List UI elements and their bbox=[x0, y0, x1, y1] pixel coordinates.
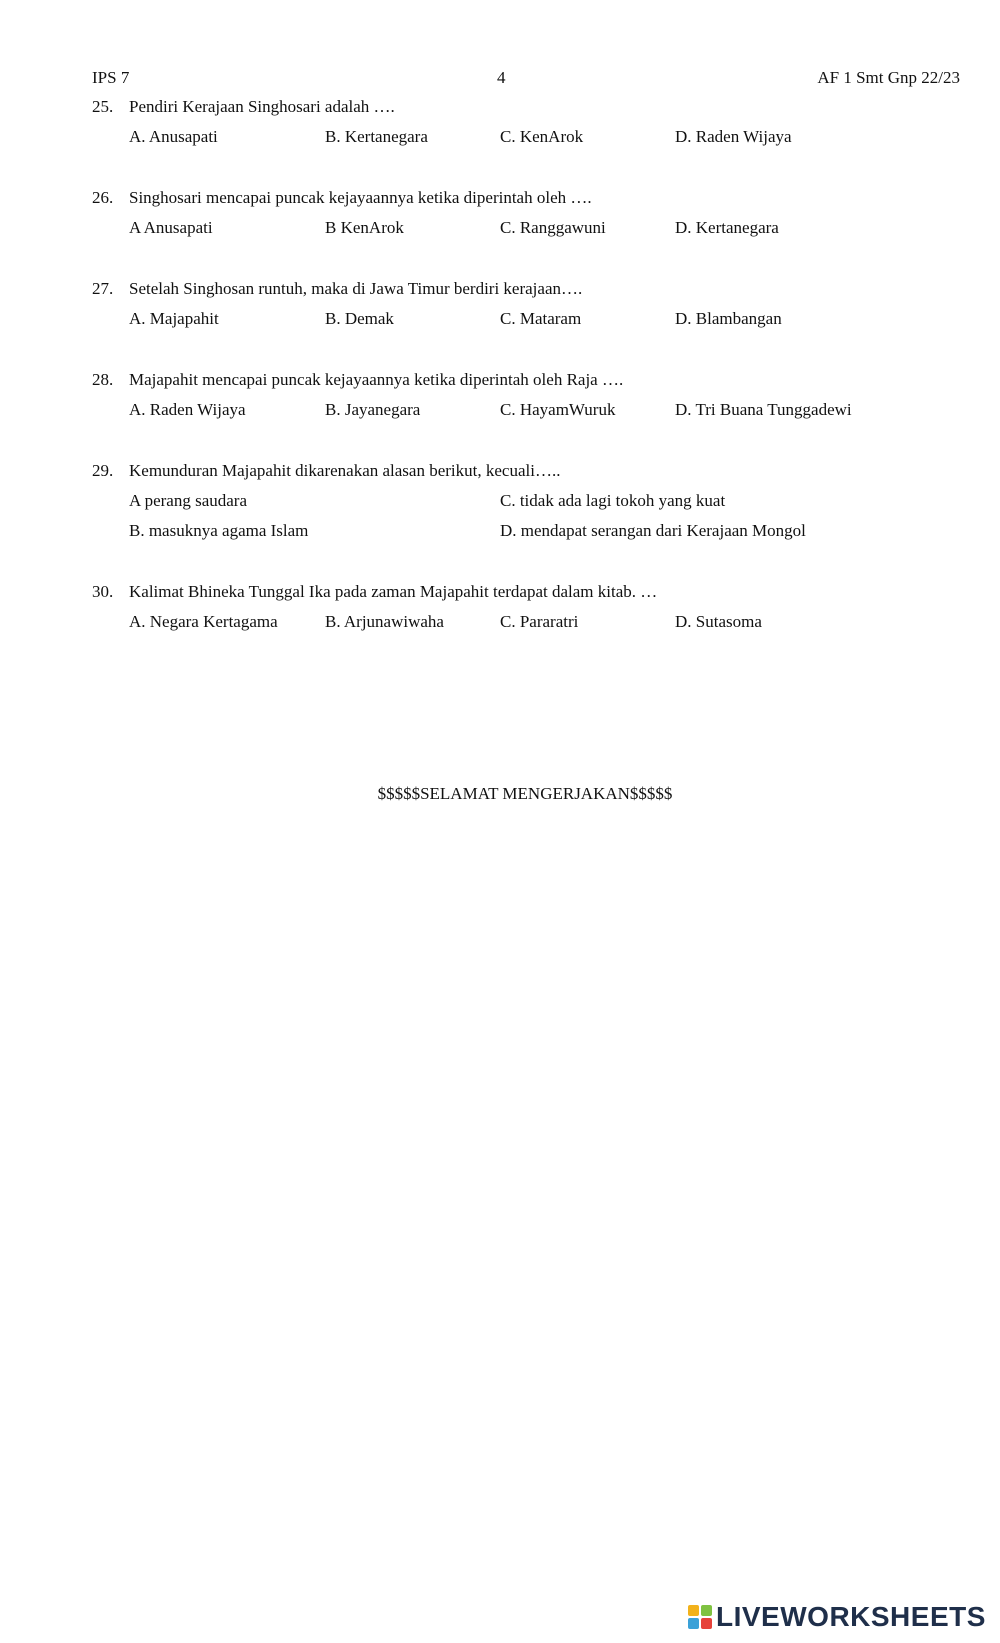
question-number: 25. bbox=[92, 97, 114, 116]
option-b[interactable]: B. Demak bbox=[325, 309, 394, 328]
page-header bbox=[92, 68, 960, 90]
option-a[interactable]: A Anusapati bbox=[129, 218, 213, 237]
closing-message: $$$$$SELAMAT MENGERJAKAN$$$$$ bbox=[377, 784, 673, 803]
liveworksheets-logo-icon bbox=[688, 1605, 712, 1629]
question-number: 30. bbox=[92, 582, 114, 601]
question-26 bbox=[92, 187, 972, 247]
option-c[interactable]: C. Ranggawuni bbox=[500, 218, 606, 237]
option-b[interactable]: B. Jayanegara bbox=[325, 400, 421, 419]
option-a[interactable]: A. Majapahit bbox=[129, 309, 219, 328]
question-number: 29. bbox=[92, 461, 114, 480]
option-a[interactable]: A. Negara Kertagama bbox=[129, 612, 278, 631]
option-c[interactable]: C. Mataram bbox=[500, 309, 582, 328]
question-30 bbox=[92, 581, 972, 641]
option-c[interactable]: C. HayamWuruk bbox=[500, 400, 616, 419]
question-number: 26. bbox=[92, 188, 114, 207]
question-text: Kalimat Bhineka Tunggal Ika pada zaman Majapahit terdapat dalam kitab. … bbox=[129, 582, 658, 601]
option-d[interactable]: D. Tri Buana Tunggadewi bbox=[675, 400, 852, 419]
option-a[interactable]: A. Raden Wijaya bbox=[129, 400, 246, 419]
option-c[interactable]: C. tidak ada lagi tokoh yang kuat bbox=[500, 491, 726, 510]
logo-square-red bbox=[701, 1618, 712, 1629]
option-b[interactable]: B. Arjunawiwaha bbox=[325, 612, 444, 631]
header-exam-code: AF 1 Smt Gnp 22/23 bbox=[817, 68, 960, 87]
question-number: 28. bbox=[92, 370, 114, 389]
question-text: Majapahit mencapai puncak kejayaannya ketika diperintah oleh Raja …. bbox=[129, 370, 624, 389]
option-b[interactable]: B. masuknya agama Islam bbox=[129, 521, 309, 540]
logo-square-blue bbox=[688, 1618, 699, 1629]
option-b[interactable]: B. Kertanegara bbox=[325, 127, 428, 146]
option-d[interactable]: D. Sutasoma bbox=[675, 612, 762, 631]
option-a[interactable]: A. Anusapati bbox=[129, 127, 218, 146]
question-25 bbox=[92, 96, 972, 156]
brand-name: LIVEWORKSHEETS bbox=[716, 1601, 986, 1632]
option-a[interactable]: A perang saudara bbox=[129, 491, 248, 510]
option-b[interactable]: B KenArok bbox=[325, 218, 404, 237]
option-d[interactable]: D. Kertanegara bbox=[675, 218, 779, 237]
option-d[interactable]: D. Raden Wijaya bbox=[675, 127, 792, 146]
question-text: Kemunduran Majapahit dikarenakan alasan berikut, kecuali….. bbox=[129, 461, 561, 480]
logo-square-yellow bbox=[688, 1605, 699, 1616]
question-text: Singhosari mencapai puncak kejayaannya ketika diperintah oleh …. bbox=[129, 188, 592, 207]
option-d[interactable]: D. Blambangan bbox=[675, 309, 782, 328]
question-text: Pendiri Kerajaan Singhosari adalah …. bbox=[129, 97, 395, 116]
question-text: Setelah Singhosan runtuh, maka di Jawa Timur berdiri kerajaan…. bbox=[129, 279, 583, 298]
option-d[interactable]: D. mendapat serangan dari Kerajaan Mongol bbox=[500, 521, 806, 540]
question-28 bbox=[92, 369, 972, 429]
question-number: 27. bbox=[92, 279, 114, 298]
liveworksheets-brand[interactable] bbox=[688, 1602, 986, 1632]
header-page-number: 4 bbox=[497, 68, 506, 87]
header-subject: IPS 7 bbox=[92, 68, 130, 87]
question-27 bbox=[92, 278, 972, 338]
option-c[interactable]: C. Pararatri bbox=[500, 612, 579, 631]
question-29 bbox=[92, 460, 972, 550]
logo-square-green bbox=[701, 1605, 712, 1616]
option-c[interactable]: C. KenArok bbox=[500, 127, 584, 146]
